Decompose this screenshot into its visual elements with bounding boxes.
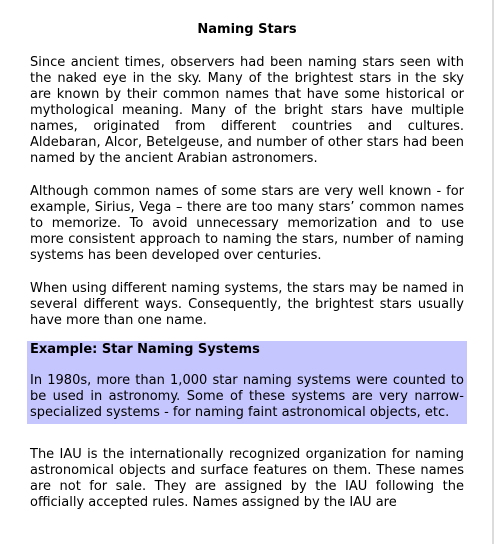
- example-heading: Example: Star Naming Systems: [30, 342, 260, 357]
- paragraph-naming-systems: When using different naming systems, the stars may be named in several different ways. Consequently, the brightest stars usually have more than one name.: [30, 281, 464, 328]
- example-text: In 1980s, more than 1,000 star naming systems were counted to be used in astronomy. Some of these systems are very narrow-specialized systems - for naming faint astronomical objects, etc.: [30, 373, 464, 420]
- paragraph-iau: The IAU is the internationally recognized organization for naming astronomical objects and surface features on them. These names are not for sale. They are assigned by the IAU following the officially accepted rules. Names assigned by the IAU are: [30, 447, 464, 510]
- paragraph-history: Since ancient times, observers had been naming stars seen with the naked eye in the sky. Many of the brightest stars in the sky are known by their common names that have some historical or mythological meaning. Many of the bright stars have multiple names, originated from different countries and cultures. Aldebaran, Alcor, Betelgeuse, and number of other stars had been named by the ancient Arabian astronomers.: [30, 55, 464, 166]
- page-title: Naming Stars: [197, 22, 297, 37]
- document-body: [30, 22, 464, 511]
- example-box: [27, 341, 467, 424]
- paragraph-common-names: Although common names of some stars are very well known - for example, Sirius, Vega – there are too many stars’ common names to memorize. To avoid unnecessary memorization and to use more consistent approach to naming the stars, number of naming systems has been developed over centuries.: [30, 184, 464, 263]
